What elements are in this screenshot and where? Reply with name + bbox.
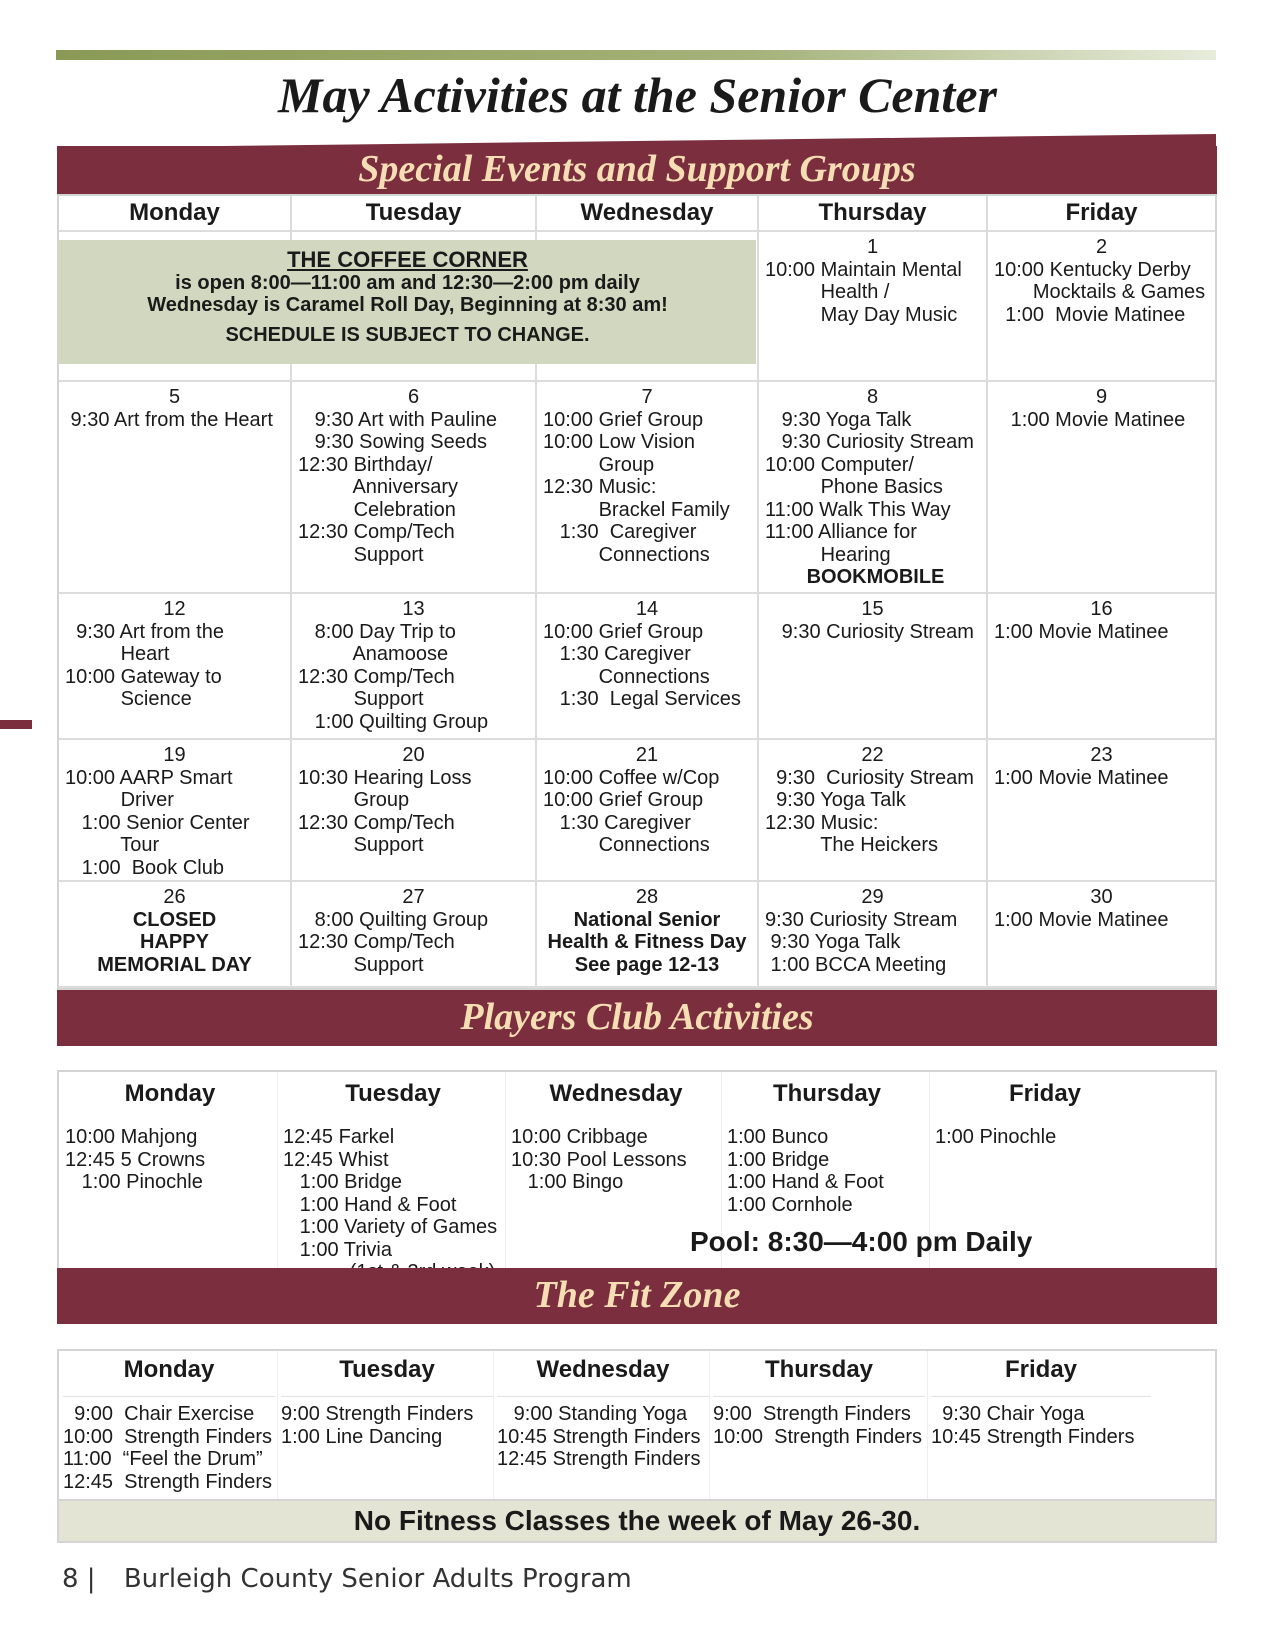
day-events <box>59 621 290 711</box>
event-line: 1:00 Book Club <box>65 856 224 879</box>
event-line: Connections <box>543 665 710 688</box>
event-line: Hearing <box>765 543 891 566</box>
coffee-corner-hours: is open 8:00—11:00 am and 12:30—2:00 pm daily <box>175 272 640 294</box>
fit-classes <box>931 1397 1151 1448</box>
day-events <box>988 259 1215 327</box>
players-club-column <box>283 1072 503 1284</box>
class-line: 9:00 Strength Finders <box>281 1403 474 1425</box>
activity-line: 1:00 Trivia <box>283 1238 392 1261</box>
calendar-day-cell <box>759 882 988 988</box>
players-day-header: Tuesday <box>345 1080 441 1107</box>
activity-line: 12:45 Whist <box>283 1148 389 1171</box>
day-events <box>988 767 1215 790</box>
event-line: 1:00 Movie Matinee <box>994 620 1169 643</box>
event-line: Support <box>298 543 424 566</box>
event-line: 12:30 Music: <box>543 476 657 498</box>
players-day-header: Thursday <box>772 1080 882 1107</box>
fit-zone-column <box>931 1351 1151 1448</box>
day-events <box>537 409 757 567</box>
weekday-header: Friday <box>988 196 1215 232</box>
activity-line: 1:00 Bridge <box>727 1148 830 1171</box>
event-line: 1:00 Movie Matinee <box>994 908 1169 931</box>
column-divider <box>927 1351 928 1499</box>
calendar-day-cell <box>988 382 1215 594</box>
day-events <box>759 259 986 327</box>
event-line: 8:00 Quilting Group <box>298 908 489 931</box>
event-line: 9:30 Curiosity Stream <box>765 431 974 453</box>
day-number: 29 <box>861 886 884 908</box>
calendar-day-cell <box>537 382 759 594</box>
players-club-column <box>65 1072 275 1194</box>
event-highlight: Health & Fitness Day <box>547 931 747 953</box>
calendar-day-cell <box>292 382 537 594</box>
event-line: 10:00 Grief Group <box>543 408 704 431</box>
event-line: 1:00 Senior Center <box>65 811 250 834</box>
calendar-day-cell <box>759 740 988 882</box>
event-highlight: CLOSED <box>132 908 217 931</box>
event-line: 1:00 BCCA Meeting <box>765 953 947 976</box>
class-line: 9:00 Chair Exercise <box>63 1403 255 1425</box>
event-line: 1:00 Movie Matinee <box>994 766 1169 789</box>
event-line: 9:30 Curiosity Stream <box>765 620 974 643</box>
fit-zone-column <box>281 1351 493 1448</box>
footer <box>62 1564 632 1594</box>
day-events <box>59 767 290 880</box>
event-line: Group <box>298 789 410 811</box>
day-number: 30 <box>1090 886 1113 908</box>
day-number: 27 <box>402 886 425 908</box>
fit-day-header: Friday <box>931 1351 1151 1397</box>
fit-zone-column <box>497 1351 709 1471</box>
pool-hours: Pool: 8:30—4:00 pm Daily <box>690 1226 1033 1257</box>
fit-classes <box>497 1397 709 1471</box>
day-events <box>988 909 1215 932</box>
calendar-day-cell <box>537 594 759 740</box>
fit-day-header: Tuesday <box>281 1351 493 1397</box>
page-title: May Activities at the Senior Center <box>278 67 997 123</box>
program-name: Burleigh County Senior Adults Program <box>123 1564 632 1594</box>
fit-day-header: Monday <box>63 1351 275 1397</box>
event-line: Connections <box>543 543 710 566</box>
class-line: 12:45 Strength Finders <box>497 1448 701 1470</box>
event-line: 12:30 Birthday/ <box>298 453 433 476</box>
event-highlight: See page 12-13 <box>574 953 720 976</box>
activity-line: 12:45 5 Crowns <box>65 1148 206 1171</box>
day-number: 21 <box>635 744 659 766</box>
event-line: 9:30 Yoga Talk <box>765 789 906 811</box>
activity-line: 1:00 Bunco <box>727 1126 829 1148</box>
event-line: 1:30 Caregiver <box>543 521 697 543</box>
calendar-day-cell <box>988 232 1215 382</box>
class-line: 10:45 Strength Finders <box>931 1425 1135 1448</box>
calendar-week-row <box>59 740 1215 882</box>
calendar-day-cell <box>988 594 1215 740</box>
class-line: 12:45 Strength Finders <box>63 1470 273 1493</box>
event-line: Group <box>543 453 655 476</box>
event-line: 10:00 Gateway to <box>65 665 222 688</box>
class-line: 9:00 Strength Finders <box>713 1403 911 1425</box>
day-events <box>59 909 290 977</box>
event-line: Phone Basics <box>765 476 943 498</box>
page-number: 8 | <box>62 1564 96 1594</box>
event-line: 9:30 Yoga Talk <box>765 931 901 953</box>
fit-day-header: Wednesday <box>497 1351 709 1397</box>
activity-line: 1:00 Pinochle <box>65 1171 203 1193</box>
event-line: 10:00 Grief Group <box>543 789 704 811</box>
day-events <box>537 621 757 711</box>
event-line: Celebration <box>298 498 456 521</box>
calendar-day-cell <box>59 382 292 594</box>
coffee-corner-note: Wednesday is Caramel Roll Day, Beginning at 8:30 am! <box>147 294 668 316</box>
fit-zone-header: The Fit Zone <box>57 1268 1217 1324</box>
column-divider <box>709 1351 710 1499</box>
day-events <box>759 909 986 977</box>
event-line: Brackel Family <box>543 498 730 521</box>
day-events <box>59 409 290 432</box>
event-line: 1:00 Quilting Group <box>298 710 489 733</box>
day-events <box>759 621 986 644</box>
players-club-header: Players Club Activities <box>57 990 1217 1046</box>
event-line: 1:00 Movie Matinee <box>994 303 1186 326</box>
day-number: 26 <box>163 886 186 908</box>
event-line: 10:30 Hearing Loss <box>298 766 472 789</box>
day-number: 23 <box>1090 744 1113 766</box>
day-number: 9 <box>1095 386 1108 408</box>
event-line: 9:30 Art with Pauline <box>298 408 498 431</box>
players-day-header: Friday <box>1008 1080 1082 1107</box>
event-line: 9:30 Curiosity Stream <box>765 908 958 931</box>
fit-classes <box>281 1397 493 1448</box>
fit-classes <box>63 1397 275 1493</box>
weekday-header: Thursday <box>759 196 988 232</box>
fit-day-header: Thursday <box>713 1351 925 1397</box>
event-line: Science <box>65 688 192 710</box>
event-line: Anamoose <box>298 643 449 665</box>
column-divider <box>277 1351 278 1499</box>
day-number: 20 <box>402 744 425 766</box>
event-line: Support <box>298 953 424 976</box>
coffee-corner-box <box>59 240 756 364</box>
event-line: 1:30 Legal Services <box>543 688 741 710</box>
calendar-day-cell <box>537 740 759 882</box>
calendar-day-cell <box>59 882 292 988</box>
day-number: 7 <box>641 386 653 408</box>
calendar-day-cell <box>988 882 1215 988</box>
activity-line: 1:00 Pinochle <box>935 1126 1057 1148</box>
event-line: Mocktails & Games <box>994 281 1206 303</box>
special-events-header: Special Events and Support Groups <box>57 146 1217 194</box>
event-highlight: HAPPY <box>140 931 209 953</box>
event-line: The Heickers <box>765 834 939 856</box>
class-line: 10:45 Strength Finders <box>497 1425 701 1448</box>
activity-line: 1:00 Bingo <box>511 1171 624 1193</box>
day-number: 8 <box>866 386 879 408</box>
event-line: Support <box>298 688 424 710</box>
weekday-header: Tuesday <box>292 196 537 232</box>
fit-zone-column <box>63 1351 275 1493</box>
fit-zone-schedule <box>57 1349 1217 1499</box>
activity-line: 1:00 Cornhole <box>727 1193 853 1216</box>
event-highlight: MEMORIAL DAY <box>97 953 252 976</box>
players-club-column <box>511 1072 721 1194</box>
day-events <box>537 767 757 857</box>
event-line: May Day Music <box>765 303 958 326</box>
event-highlight: BOOKMOBILE <box>806 566 945 588</box>
calendar-day-cell <box>759 382 988 594</box>
column-divider <box>277 1072 278 1284</box>
side-mark <box>0 720 32 729</box>
day-number: 22 <box>861 744 884 766</box>
day-number: 13 <box>402 598 425 620</box>
top-rule <box>56 50 1216 60</box>
event-line: 12:30 Music: <box>765 811 879 834</box>
calendar-week-row <box>59 882 1215 988</box>
activity-line: 1:00 Bridge <box>283 1171 402 1193</box>
players-day-header: Wednesday <box>549 1080 683 1107</box>
event-line: 10:00 Kentucky Derby <box>994 258 1191 281</box>
day-number: 15 <box>861 598 884 620</box>
event-line: Health / <box>765 281 890 303</box>
day-number: 6 <box>407 386 420 408</box>
day-events <box>537 909 757 977</box>
calendar-day-cell <box>988 740 1215 882</box>
day-events <box>292 767 535 857</box>
class-line: 9:30 Chair Yoga <box>931 1403 1085 1425</box>
calendar-day-cell <box>759 232 988 382</box>
event-line: 10:00 Coffee w/Cop <box>543 766 720 789</box>
event-line: 12:30 Comp/Tech <box>298 521 455 543</box>
event-line: 9:30 Yoga Talk <box>765 408 912 431</box>
event-line: Tour <box>65 834 160 856</box>
calendar-day-cell <box>292 594 537 740</box>
day-events <box>988 621 1215 644</box>
players-day-header: Monday <box>124 1080 216 1107</box>
day-number: 12 <box>163 598 186 620</box>
activity-line: 10:00 Cribbage <box>511 1126 648 1148</box>
event-line: 1:30 Caregiver <box>543 811 691 834</box>
day-number: 28 <box>635 886 659 908</box>
fit-classes <box>713 1397 925 1448</box>
activity-line: 1:00 Hand & Foot <box>727 1171 884 1193</box>
calendar-week-row <box>59 594 1215 740</box>
activity-line: 1:00 Variety of Games <box>283 1216 498 1238</box>
weekday-header-row <box>59 196 1215 232</box>
event-line: 8:00 Day Trip to <box>298 620 456 643</box>
column-divider <box>505 1072 506 1284</box>
schedule-change-notice: SCHEDULE IS SUBJECT TO CHANGE. <box>225 324 590 346</box>
players-club-column <box>935 1072 1155 1149</box>
calendar-week-row <box>59 382 1215 594</box>
event-line: 9:30 Art from the Heart <box>65 408 273 431</box>
event-line: 12:30 Comp/Tech <box>298 665 455 688</box>
day-number: 2 <box>1095 236 1108 258</box>
activity-line: 10:30 Pool Lessons <box>511 1148 687 1171</box>
event-line: 1:30 Caregiver <box>543 643 691 665</box>
day-events <box>759 409 986 589</box>
event-line: Support <box>298 834 424 856</box>
calendar-day-cell <box>292 740 537 882</box>
event-line: 10:00 Grief Group <box>543 620 704 643</box>
day-number: 5 <box>168 386 181 408</box>
event-line: Connections <box>543 834 710 856</box>
event-line: 10:00 Low Vision <box>543 431 695 453</box>
class-line: 9:00 Standing Yoga <box>497 1403 688 1425</box>
no-fitness-notice: No Fitness Classes the week of May 26-30. <box>57 1499 1217 1543</box>
day-events <box>759 767 986 857</box>
class-line: 10:00 Strength Finders <box>63 1425 273 1448</box>
event-line: 9:30 Art from the <box>65 620 224 643</box>
day-number: 1 <box>866 236 879 258</box>
class-line: 11:00 “Feel the Drum” <box>63 1448 263 1470</box>
activity-line: 1:00 Hand & Foot <box>283 1193 457 1216</box>
coffee-corner-title: THE COFFEE CORNER <box>287 247 528 272</box>
day-number: 16 <box>1090 598 1113 620</box>
players-club-column <box>727 1072 927 1216</box>
calendar-day-cell <box>59 740 292 882</box>
day-events <box>988 409 1215 432</box>
calendar-day-cell <box>537 882 759 988</box>
class-line: 10:00 Strength Finders <box>713 1425 923 1448</box>
event-line: 12:30 Comp/Tech <box>298 931 455 953</box>
weekday-header: Monday <box>59 196 292 232</box>
event-line: 12:30 Comp/Tech <box>298 811 455 834</box>
event-line: Anniversary <box>298 476 459 498</box>
calendar-day-cell <box>759 594 988 740</box>
column-divider <box>493 1351 494 1499</box>
players-club-schedule <box>57 1070 1217 1286</box>
calendar-day-cell <box>292 882 537 988</box>
event-line: 11:00 Walk This Way <box>765 498 951 521</box>
event-line: 9:30 Curiosity Stream <box>765 766 974 789</box>
event-line: Heart <box>65 643 170 665</box>
day-events <box>292 909 535 977</box>
weekday-header: Wednesday <box>537 196 759 232</box>
event-line: 10:00 Computer/ <box>765 453 914 476</box>
activity-line: 10:00 Mahjong <box>65 1126 198 1148</box>
event-line: Driver <box>65 789 174 811</box>
class-line: 1:00 Line Dancing <box>281 1425 443 1448</box>
event-line: 10:00 Maintain Mental <box>765 258 962 281</box>
day-events <box>292 621 535 734</box>
calendar-day-cell <box>59 594 292 740</box>
day-number: 19 <box>163 744 186 766</box>
event-line: 10:00 AARP Smart <box>65 766 233 789</box>
fit-zone-column <box>713 1351 925 1448</box>
event-line: 1:00 Movie Matinee <box>994 408 1186 431</box>
event-highlight: National Senior <box>573 908 721 931</box>
event-line: 9:30 Sowing Seeds <box>298 431 488 453</box>
day-number: 14 <box>635 598 659 620</box>
activity-line: 12:45 Farkel <box>283 1126 395 1148</box>
event-line: 11:00 Alliance for <box>765 521 917 543</box>
day-events <box>292 409 535 567</box>
